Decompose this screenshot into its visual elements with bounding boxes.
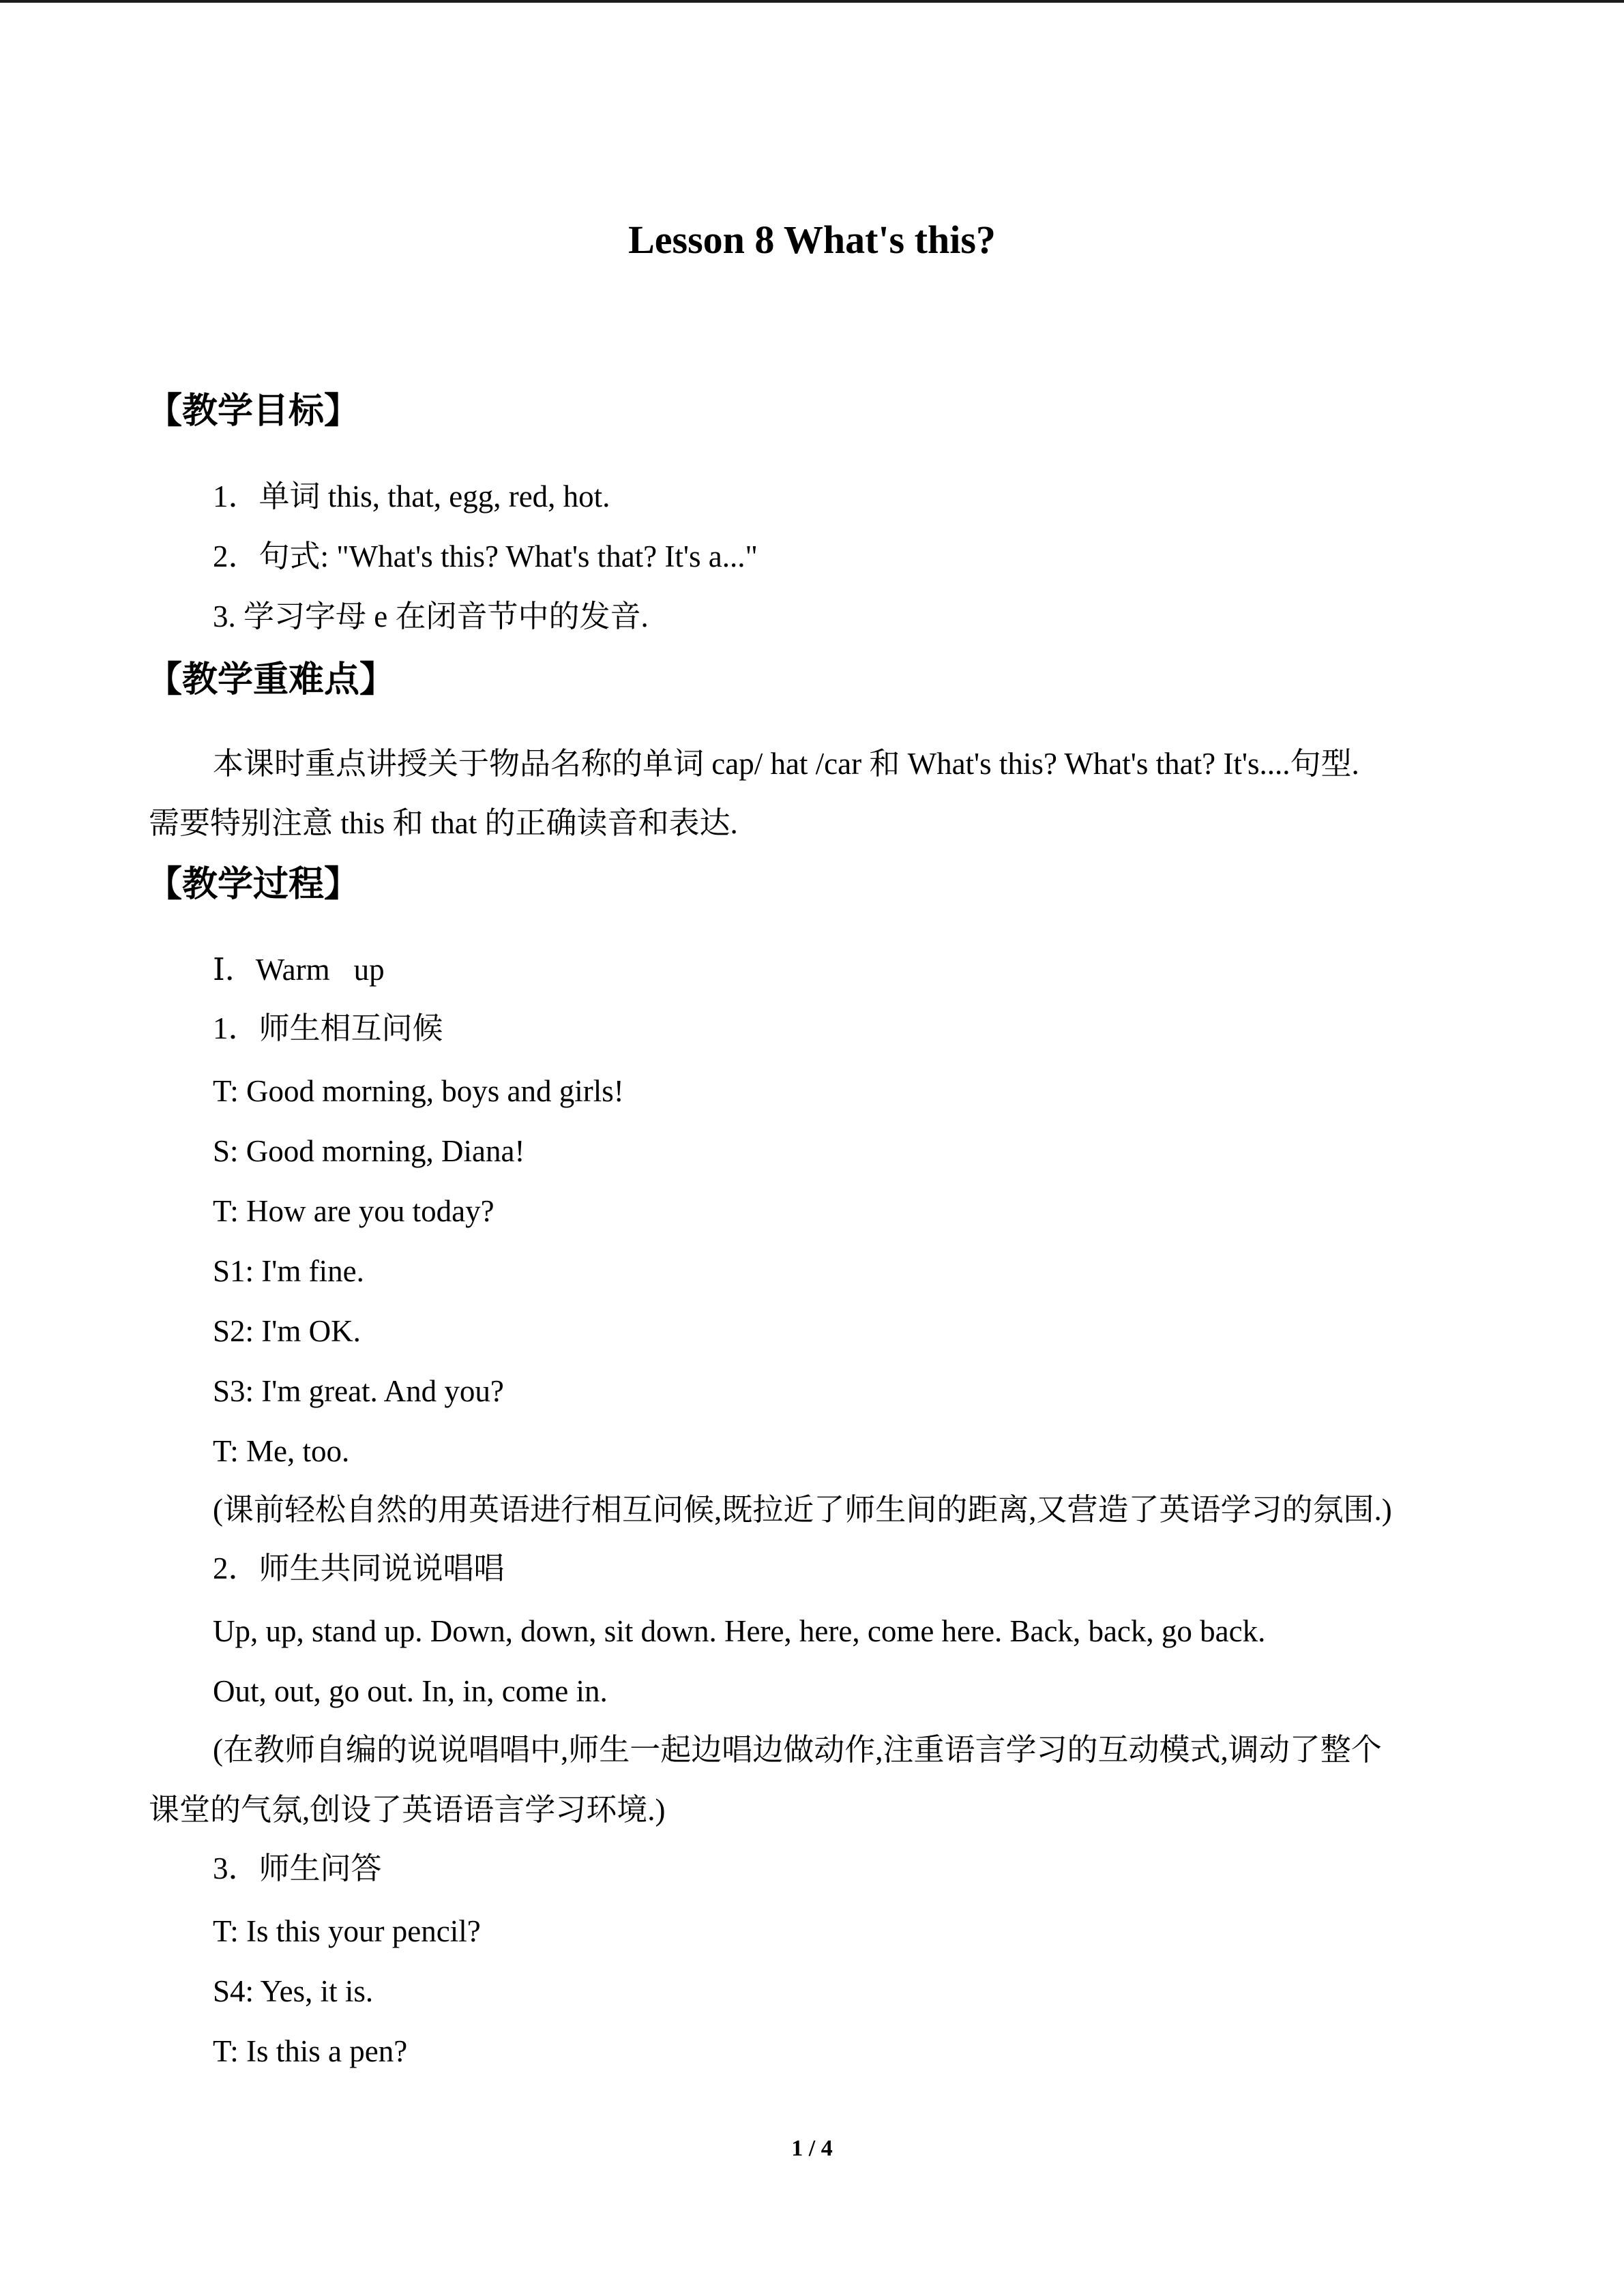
objective-item-1: 1．单词 this, that, egg, red, hot.	[213, 479, 610, 513]
process-line-14: (在教师自编的说说唱唱中,师生一起边唱边做动作,注重语言学习的互动模式,调动了整个	[213, 1733, 1382, 1767]
process-line-8: S3: I'm great. And you?	[213, 1374, 504, 1408]
process-line-11: 2．师生共同说说唱唱	[213, 1551, 505, 1585]
lesson-title: Lesson 8 What's this?	[628, 218, 996, 262]
process-line-1: Ⅰ．Warm up	[213, 953, 385, 987]
heading-key-points: 【教学重难点】	[147, 659, 396, 700]
process-line-16: 3．师生问答	[213, 1851, 382, 1885]
page-number: 1 / 4	[791, 2136, 833, 2161]
key-points-line-2: 需要特别注意 this 和 that 的正确读音和表达.	[149, 806, 738, 840]
process-line-7: S2: I'm OK.	[213, 1314, 361, 1348]
process-line-6: S1: I'm fine.	[213, 1254, 364, 1288]
objective-item-3: 3. 学习字母 e 在闭音节中的发音.	[213, 599, 649, 633]
process-line-4: S: Good morning, Diana!	[213, 1134, 525, 1168]
process-line-12: Up, up, stand up. Down, down, sit down. Here, here, come here. Back, back, go back.	[213, 1614, 1266, 1648]
process-line-19: T: Is this a pen?	[213, 2034, 408, 2068]
key-points-line-1: 本课时重点讲授关于物品名称的单词 cap/ hat /car 和 What's this? What's that? It's....句型.	[213, 747, 1359, 781]
process-line-9: T: Me, too.	[213, 1434, 350, 1468]
process-line-10: (课前轻松自然的用英语进行相互问候,既拉近了师生间的距离,又营造了英语学习的氛围.)	[213, 1493, 1392, 1527]
heading-process: 【教学过程】	[147, 864, 360, 905]
process-line-18: S4: Yes, it is.	[213, 1974, 374, 2008]
process-line-15: 课堂的气氛,创设了英语语言学习环境.)	[149, 1793, 666, 1827]
heading-objectives: 【教学目标】	[147, 391, 360, 432]
process-line-2: 1．师生相互问候	[213, 1011, 443, 1045]
process-line-17: T: Is this your pencil?	[213, 1914, 481, 1948]
process-line-5: T: How are you today?	[213, 1194, 494, 1228]
process-line-3: T: Good morning, boys and girls!	[213, 1074, 624, 1108]
objective-item-2: 2．句式: "What's this? What's that? It's a..."	[213, 539, 758, 573]
process-line-13: Out, out, go out. In, in, come in.	[213, 1674, 608, 1708]
